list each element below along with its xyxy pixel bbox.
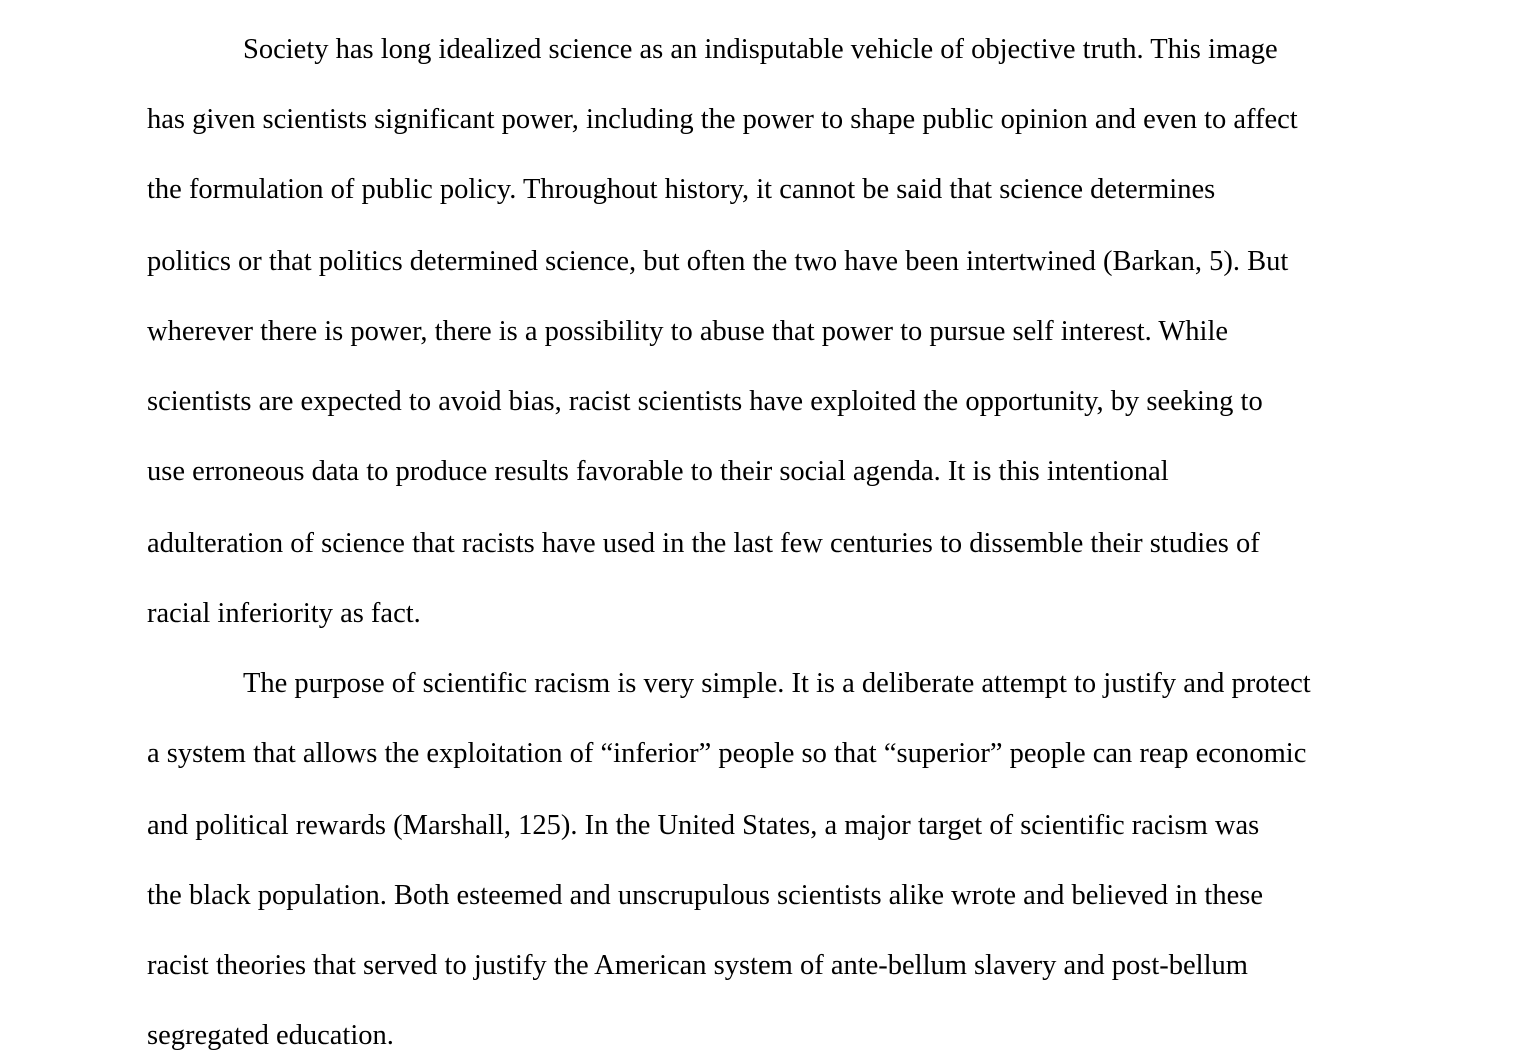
- paragraph-1-line-7: use erroneous data to produce results favorable to their social agenda. It is this intentional: [147, 456, 1169, 487]
- paragraph-1-line-4: politics or that politics determined science, but often the two have been intertwined (Barkan, 5). But: [147, 246, 1289, 277]
- paragraph-1-line-5: wherever there is power, there is a possibility to abuse that power to pursue self interest. While: [147, 316, 1229, 347]
- paragraph-2-line-5: racist theories that served to justify the American system of ante-bellum slavery and post-bellum: [147, 950, 1248, 981]
- paragraph-1-line-8: adulteration of science that racists have used in the last few centuries to dissemble their studies of: [147, 528, 1260, 559]
- paragraph-1-line-1: Society has long idealized science as an indisputable vehicle of objective truth. This image: [243, 34, 1278, 65]
- paragraph-2-line-3: and political rewards (Marshall, 125). In the United States, a major target of scientific racism was: [147, 810, 1260, 841]
- paragraph-2-line-1: The purpose of scientific racism is very simple. It is a deliberate attempt to justify and protect: [243, 668, 1311, 699]
- paragraph-1-line-2: has given scientists significant power, including the power to shape public opinion and even to affect: [147, 104, 1298, 135]
- paragraph-1-line-3: the formulation of public policy. Throughout history, it cannot be said that science determines: [147, 174, 1216, 205]
- paragraph-1-line-9: racial inferiority as fact.: [147, 598, 421, 629]
- paragraph-2-line-6: segregated education.: [147, 1020, 394, 1051]
- paragraph-1-line-6: scientists are expected to avoid bias, racist scientists have exploited the opportunity, by seeking to: [147, 386, 1263, 417]
- paragraph-2-line-2: a system that allows the exploitation of “inferior” people so that “superior” people can reap economic: [147, 738, 1307, 769]
- paragraph-2-line-4: the black population. Both esteemed and unscrupulous scientists alike wrote and believed in these: [147, 880, 1263, 911]
